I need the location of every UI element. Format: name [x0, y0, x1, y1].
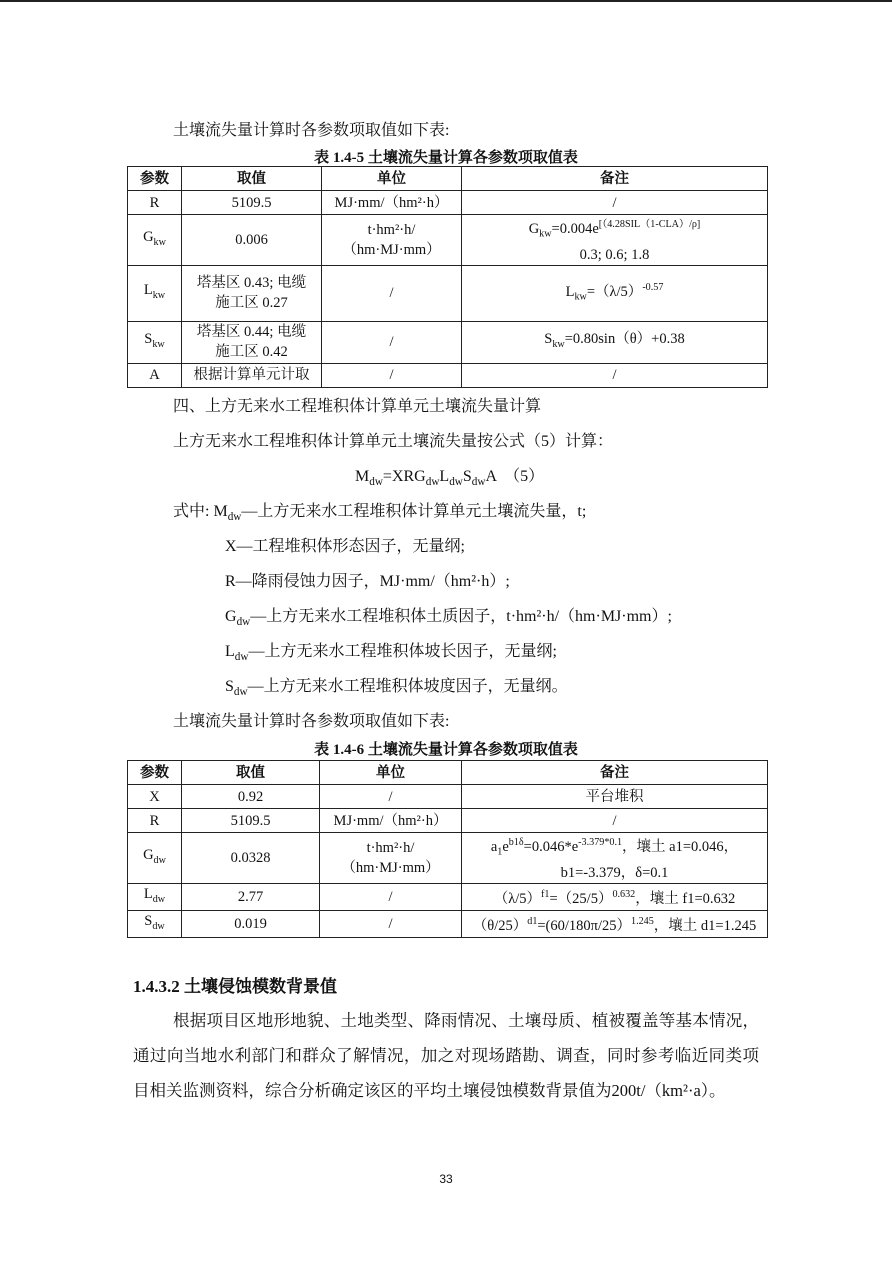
param-cell: R [128, 191, 182, 215]
table-row [128, 215, 768, 266]
definition-r: R—降雨侵蚀力因子，MJ·mm/（hm²·h）; [225, 573, 510, 590]
definition-mdw: 式中: $M_{dw}—$上方无来水工程堆积体计算单元土壤流失量，t; [173, 503, 587, 524]
param-cell: A [128, 363, 182, 387]
table1-header-param: 参数 [128, 167, 182, 191]
table2-caption: 表 1.4-6 土壤流失量计算各参数项取值表 [314, 742, 578, 758]
table2-header-value: 取值 [182, 761, 320, 785]
table-row [128, 910, 768, 937]
value-cell: 0.92 [182, 785, 320, 809]
note-cell: / [462, 191, 768, 215]
value-cell: 2.77 [182, 883, 320, 910]
value-cell: 0.0328 [182, 833, 320, 884]
definition-ldw: $L_{dw}—$上方无来水工程堆积体坡长因子，无量纲; [225, 643, 557, 664]
table1-header-value: 取值 [182, 167, 322, 191]
note-cell: / [462, 363, 768, 387]
formula-5: $M_{dw}=XRG_{dw}L_{dw}S_{dw}A$ （5） [355, 468, 545, 489]
param-cell: $G_{kw}$ [128, 215, 182, 266]
table2-intro: 土壤流失量计算时各参数项取值如下表: [173, 713, 450, 730]
table2-header-param: 参数 [128, 761, 182, 785]
table-row [128, 363, 768, 387]
note-cell: $S_{kw}=0.80\sin(\theta)+0.38$ [462, 321, 768, 363]
unit-cell: / [322, 265, 462, 321]
table-row [128, 785, 768, 809]
definition-gdw: $G_{dw}—$上方无来水工程堆积体土质因子，t·hm²·h/（hm·MJ·mm）; [225, 608, 672, 629]
table1-header-note: 备注 [462, 167, 768, 191]
note-cell: 平台堆积 [462, 785, 768, 809]
table1-header-unit: 单位 [322, 167, 462, 191]
page-number: 33 [439, 1172, 453, 1186]
value-cell: 5109.5 [182, 191, 322, 215]
value-cell: 0.019 [182, 910, 320, 937]
table-row [128, 265, 768, 321]
param-cell: $G_{dw}$ [128, 833, 182, 884]
definition-sdw: $S_{dw}—$上方无来水工程堆积体坡度因子，无量纲。 [225, 678, 568, 699]
table-row [128, 833, 768, 884]
table1-caption: 表 1.4-5 土壤流失量计算各参数项取值表 [314, 150, 578, 166]
unit-cell: t·hm²·h/ （hm·MJ·mm） [322, 215, 462, 266]
unit-cell: / [322, 363, 462, 387]
table-row [128, 883, 768, 910]
unit-cell: MJ·mm/（hm²·h） [320, 809, 462, 833]
value-cell: 5109.5 [182, 809, 320, 833]
table1-header-row [128, 167, 768, 191]
param-cell: $L_{dw}$ [128, 883, 182, 910]
table-row [128, 809, 768, 833]
table-1-4-6 [127, 760, 768, 938]
table2-header-unit: 单位 [320, 761, 462, 785]
unit-cell: / [320, 910, 462, 937]
value-cell: 塔基区 0.44; 电缆 施工区 0.42 [182, 321, 322, 363]
table-row [128, 191, 768, 215]
param-cell: R [128, 809, 182, 833]
note-cell: $a_1e^{b1\delta}=0.046*e^{-3.379*0.1}$，壤土 a1=0.046， b1=-3.379，δ=0.1 [462, 833, 768, 884]
unit-cell: / [322, 321, 462, 363]
param-cell: $S_{dw}$ [128, 910, 182, 937]
param-cell: $S_{kw}$ [128, 321, 182, 363]
note-cell: $(\lambda/5)^{f1}=(25/5)^{0.632}$，壤土 f1=0.632 [462, 883, 768, 910]
table-row [128, 321, 768, 363]
table1-intro: 土壤流失量计算时各参数项取值如下表: [173, 122, 450, 139]
note-cell: $(\theta/25)^{d1}=(60/180\pi/25)^{1.245}$，壤土 d1=1.245 [462, 910, 768, 937]
table2-header-row [128, 761, 768, 785]
section4-intro: 上方无来水工程堆积体计算单元土壤流失量按公式（5）计算： [173, 433, 614, 450]
table2-header-note: 备注 [462, 761, 768, 785]
section-heading-1-4-3-2: 1.4.3.2 土壤侵蚀模数背景值 [133, 977, 337, 996]
param-cell: $L_{kw}$ [128, 265, 182, 321]
param-cell: X [128, 785, 182, 809]
top-border-line [0, 0, 892, 2]
unit-cell: / [320, 883, 462, 910]
note-cell: $G_{kw}=0.004e[(4.28SIL(1-CLA)/\rho]$ 0.3; 0.6; 1.8 [462, 215, 768, 266]
unit-cell: t·hm²·h/ （hm·MJ·mm） [320, 833, 462, 884]
background-value-paragraph: 根据项目区地形地貌、土地类型、降雨情况、土壤母质、植被覆盖等基本情况，通过向当地水利部门和群众了解情况，加之对现场踏勘、调查，同时参考临近同类项目相关监测资料，综合分析确定该区的平均土壤侵蚀模数背景值为200t/（km²·a）。 [133, 1011, 759, 1100]
value-cell: 塔基区 0.43; 电缆 施工区 0.27 [182, 265, 322, 321]
section4-title: 四、上方无来水工程堆积体计算单元土壤流失量计算 [173, 398, 542, 415]
table-1-4-5 [127, 166, 768, 388]
note-cell: / [462, 809, 768, 833]
unit-cell: / [320, 785, 462, 809]
value-cell: 0.006 [182, 215, 322, 266]
value-cell: 根据计算单元计取 [182, 363, 322, 387]
note-cell: $L_{kw}=(\lambda/5)^{-0.57}$ [462, 265, 768, 321]
definition-x: X—工程堆积体形态因子，无量纲; [225, 538, 466, 555]
unit-cell: MJ·mm/（hm²·h） [322, 191, 462, 215]
